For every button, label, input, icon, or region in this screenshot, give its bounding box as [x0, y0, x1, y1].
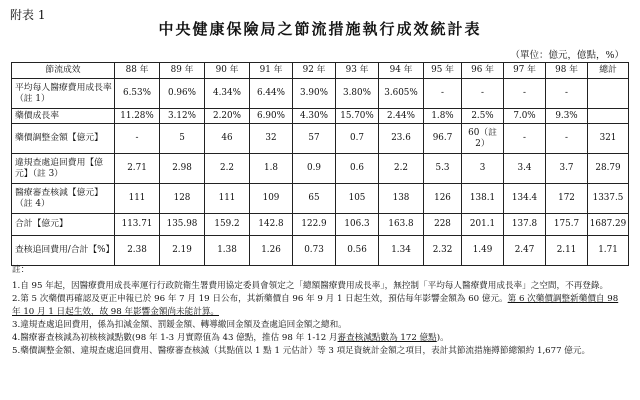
row-label: 查核追回費用/合計【%】 — [12, 236, 115, 266]
table-cell: 1.49 — [462, 236, 504, 266]
table-cell: - — [504, 124, 546, 154]
table-row — [12, 154, 629, 184]
note-underlined-text: 第 6 次藥價調整新藥價自 98 年 10 月 1 日起生效，故 98 年影響金額尚未能計算。 — [12, 294, 619, 317]
note-text: )。 — [436, 333, 449, 344]
table-cell: 0.73 — [293, 236, 336, 266]
note-text: 2.第 5 次藥價再確認及更正申報已於 96 年 7 月 19 日公布，其新藥價自 96 年 9 月 1 日起生效，預估每年影響金額為 60 億元。 — [12, 294, 508, 305]
header-cell: 88 年 — [115, 63, 160, 79]
header-cell: 97 年 — [504, 63, 546, 79]
table-cell: 105 — [336, 184, 379, 214]
table-cell: 0.7 — [336, 124, 379, 154]
table-cell: 5.3 — [424, 154, 462, 184]
table-cell — [588, 109, 629, 124]
header-cell: 節流成效 — [12, 63, 115, 79]
row-label: 藥價調整金額【億元】 — [12, 124, 115, 154]
table-header-row — [12, 63, 629, 79]
table-cell: 11.28% — [115, 109, 160, 124]
table-cell: 126 — [424, 184, 462, 214]
table-cell: 137.8 — [504, 214, 546, 236]
note-item: 1.自 95 年起，因醫療費用成長率運行行政院衛生署費用協定委員會領定之「總額醫療費用成長率」，無控制「平均每人醫療費用成長率」之空間，不再登錄。 — [12, 281, 609, 292]
header-cell: 89 年 — [160, 63, 205, 79]
attachment-label: 附表 1 — [10, 8, 46, 22]
note-item — [12, 293, 628, 317]
table-cell: 7.0% — [504, 109, 546, 124]
table-cell: 1.34 — [379, 236, 424, 266]
note-text: 4.醫療審查核減為初核核減點數(98 年 1-3 月實際值為 43 億點，推估 98 年 1-12 月 — [12, 333, 338, 344]
table-cell — [588, 79, 629, 109]
table-cell: 6.90% — [250, 109, 293, 124]
table-cell: 65 — [293, 184, 336, 214]
table-cell: 2.71 — [115, 154, 160, 184]
table-cell: - — [115, 124, 160, 154]
note-underlined-text: 審查核減點數為 172 億點 — [337, 333, 437, 344]
header-cell: 95 年 — [424, 63, 462, 79]
table-cell: 142.8 — [250, 214, 293, 236]
table-cell: 32 — [250, 124, 293, 154]
table-cell: 1.8% — [424, 109, 462, 124]
table-cell: 3.4 — [504, 154, 546, 184]
table-cell: 1.71 — [588, 236, 629, 266]
table-cell: 3.80% — [336, 79, 379, 109]
table-cell: 111 — [115, 184, 160, 214]
note-item: 5.藥價調整金額、違規查處追回費用、醫療審查核減（其點值以 1 點 1 元估計）等 3 項足資統計金額之項目，表計其節流措施撙節總額約 1,677 億元。 — [12, 346, 591, 357]
table-cell: 135.98 — [160, 214, 205, 236]
table-cell: 138 — [379, 184, 424, 214]
table-cell: - — [504, 79, 546, 109]
note-item: 3.違規查處追回費用，係為扣減金額、罰鍰金額、轉導繳回金額及查處追回金額之總和。 — [12, 319, 347, 330]
table-row — [12, 109, 629, 124]
header-cell: 91 年 — [250, 63, 293, 79]
table-row — [12, 184, 629, 214]
table-row — [12, 214, 629, 236]
table-cell: 109 — [250, 184, 293, 214]
table-cell: 2.98 — [160, 154, 205, 184]
table-cell: 60（註 2） — [462, 124, 504, 154]
table-cell: 28.79 — [588, 154, 629, 184]
table-cell: 321 — [588, 124, 629, 154]
table-cell: 159.2 — [205, 214, 250, 236]
row-label: 合計【億元】 — [12, 214, 115, 236]
table-cell: - — [546, 79, 588, 109]
table-cell: 175.7 — [546, 214, 588, 236]
table-cell: 3.12% — [160, 109, 205, 124]
table-cell: 1337.5 — [588, 184, 629, 214]
table-cell: 0.6 — [336, 154, 379, 184]
table-cell: 2.19 — [160, 236, 205, 266]
table-cell: 2.47 — [504, 236, 546, 266]
table-cell: 0.56 — [336, 236, 379, 266]
table-cell: 5 — [160, 124, 205, 154]
table-cell: 2.2 — [205, 154, 250, 184]
header-cell: 總計 — [588, 63, 629, 79]
table-cell: 2.5% — [462, 109, 504, 124]
row-label: 醫療審查核減【億元】（註 4） — [12, 184, 115, 214]
table-cell: 122.9 — [293, 214, 336, 236]
header-cell: 92 年 — [293, 63, 336, 79]
header-cell: 93 年 — [336, 63, 379, 79]
header-cell: 90 年 — [205, 63, 250, 79]
table-cell: 2.11 — [546, 236, 588, 266]
table-cell: 128 — [160, 184, 205, 214]
table-cell: 111 — [205, 184, 250, 214]
table-cell: 15.70% — [336, 109, 379, 124]
table-cell: 23.6 — [379, 124, 424, 154]
table-row — [12, 236, 629, 266]
table-cell: 1687.29 — [588, 214, 629, 236]
table-cell: 0.9 — [293, 154, 336, 184]
table-cell: 6.44% — [250, 79, 293, 109]
table-cell: 2.2 — [379, 154, 424, 184]
table-cell: 1.38 — [205, 236, 250, 266]
table-cell: 2.32 — [424, 236, 462, 266]
table-cell: 0.96% — [160, 79, 205, 109]
row-label: 藥價成長率 — [12, 109, 115, 124]
table-cell: 2.38 — [115, 236, 160, 266]
unit-note: （單位：億元，億點，%） — [510, 50, 624, 61]
table-cell: 172 — [546, 184, 588, 214]
document-title: 中央健康保險局之節流措施執行成效統計表 — [158, 20, 482, 38]
header-cell: 98 年 — [546, 63, 588, 79]
table-cell: 106.3 — [336, 214, 379, 236]
table-cell: 96.7 — [424, 124, 462, 154]
table-cell: 138.1 — [462, 184, 504, 214]
table-cell: 2.44% — [379, 109, 424, 124]
note-item — [12, 332, 628, 344]
table-cell: - — [462, 79, 504, 109]
table-cell: 4.30% — [293, 109, 336, 124]
table-cell: 6.53% — [115, 79, 160, 109]
table-cell: 3.7 — [546, 154, 588, 184]
table-cell: - — [424, 79, 462, 109]
table-cell: 201.1 — [462, 214, 504, 236]
table-cell: 134.4 — [504, 184, 546, 214]
table-cell: 46 — [205, 124, 250, 154]
table-row — [12, 79, 629, 109]
statistics-table — [11, 62, 629, 266]
table-cell: 57 — [293, 124, 336, 154]
table-cell: 163.8 — [379, 214, 424, 236]
table-cell: 113.71 — [115, 214, 160, 236]
table-cell: 9.3% — [546, 109, 588, 124]
row-label: 平均每人醫療費用成長率（註 1） — [12, 79, 115, 109]
notes-section — [12, 264, 628, 358]
table-cell: 3.605% — [379, 79, 424, 109]
table-cell: 4.34% — [205, 79, 250, 109]
table-row — [12, 124, 629, 154]
table-cell: 228 — [424, 214, 462, 236]
table-cell: 3 — [462, 154, 504, 184]
table-cell: 1.26 — [250, 236, 293, 266]
table-cell: 2.20% — [205, 109, 250, 124]
notes-heading: 註： — [12, 265, 30, 275]
table-cell: 3.90% — [293, 79, 336, 109]
table-cell: 1.8 — [250, 154, 293, 184]
row-label: 違規查處追回費用【億元】（註 3） — [12, 154, 115, 184]
header-cell: 96 年 — [462, 63, 504, 79]
header-cell: 94 年 — [379, 63, 424, 79]
table-cell: - — [546, 124, 588, 154]
